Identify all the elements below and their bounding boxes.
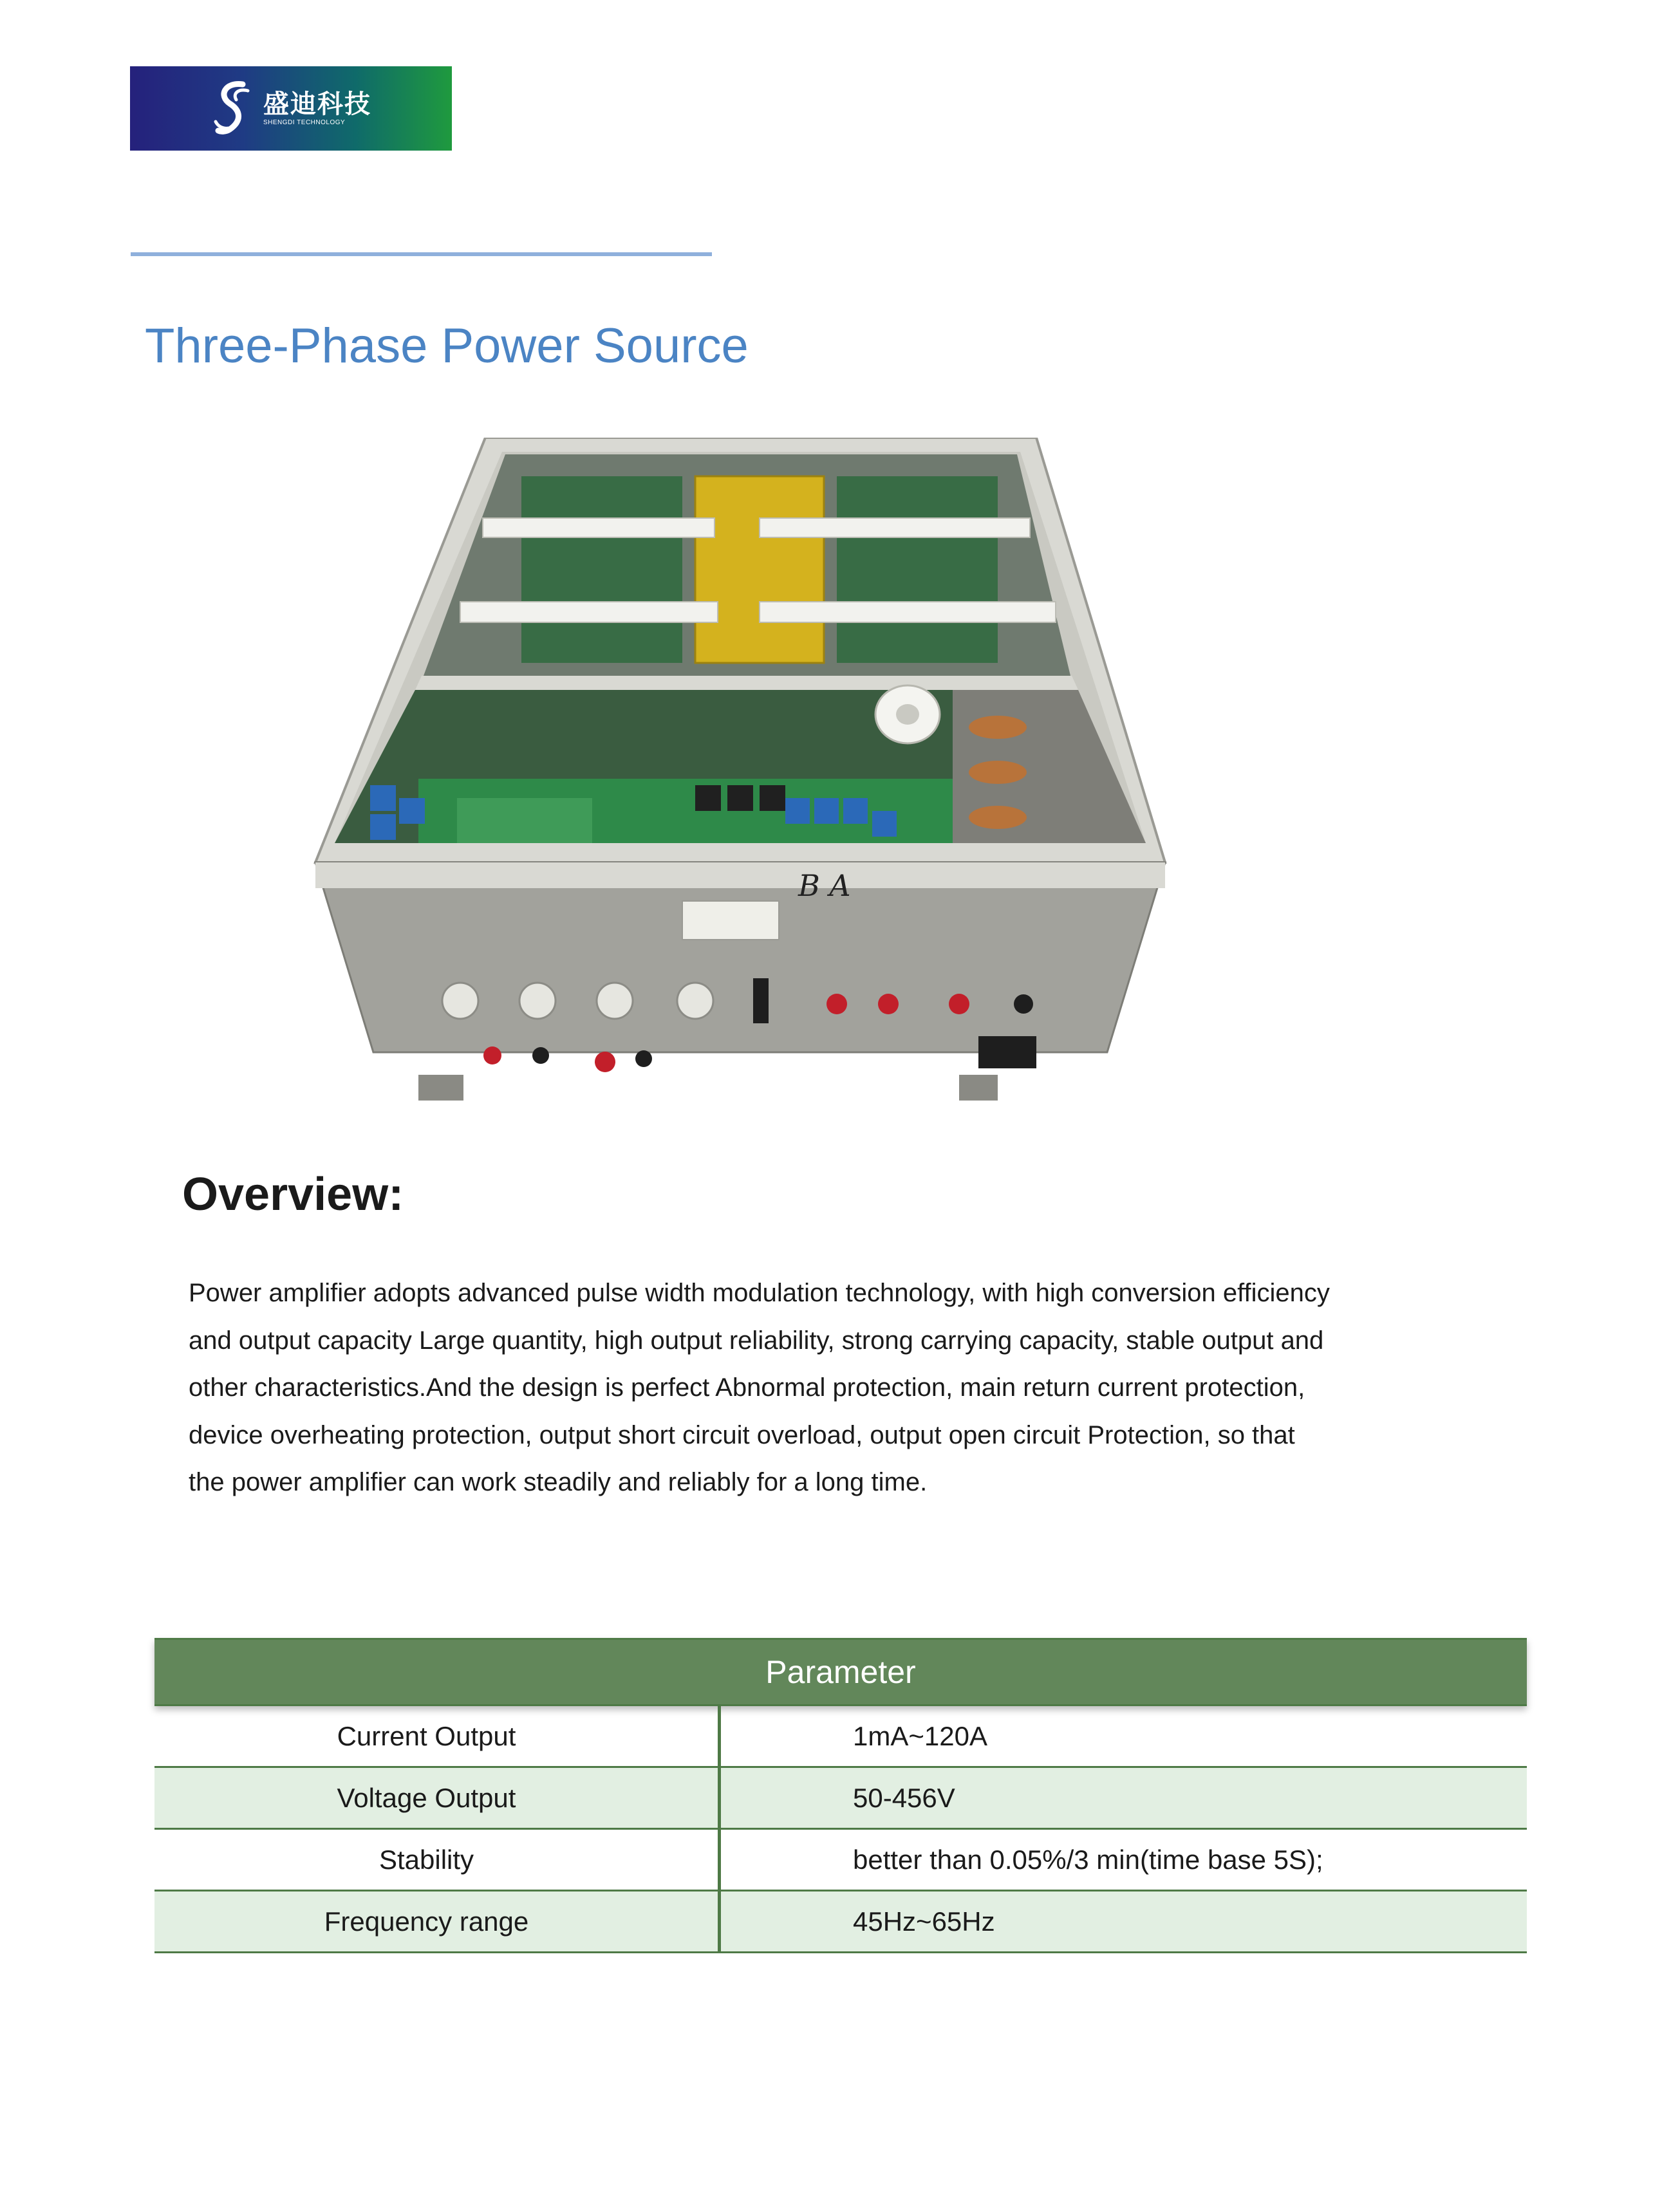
table-row bbox=[154, 1891, 1527, 1953]
parameter-value: 1mA~120A bbox=[853, 1720, 987, 1751]
parameter-value: 50-456V bbox=[853, 1782, 955, 1813]
parameter-label: Current Output bbox=[154, 1706, 721, 1766]
parameter-label: Frequency range bbox=[154, 1891, 721, 1951]
parameter-value: 45Hz~65Hz bbox=[853, 1906, 995, 1937]
product-photo bbox=[309, 438, 1184, 1120]
overview-line: device overheating protection, output short circuit overload, output open circuit Protection, so that bbox=[189, 1420, 1295, 1449]
logo-chinese-name: 盛迪科技 bbox=[263, 89, 371, 119]
overview-paragraph bbox=[189, 1270, 1489, 1507]
parameter-label: Voltage Output bbox=[154, 1768, 721, 1828]
page-title: Three-Phase Power Source bbox=[145, 319, 749, 373]
company-logo bbox=[130, 66, 452, 151]
parameter-label: Stability bbox=[154, 1830, 721, 1890]
parameter-value: better than 0.05%/3 min(time base 5S); bbox=[853, 1844, 1323, 1875]
overview-line: Power amplifier adopts advanced pulse width modulation technology, with high conversion efficiency bbox=[189, 1279, 1330, 1307]
overview-line: and output capacity Large quantity, high output reliability, strong carrying capacity, stable output and bbox=[189, 1326, 1324, 1355]
overview-line: other characteristics.And the design is perfect Abnormal protection, main return current protection, bbox=[189, 1373, 1305, 1402]
title-divider bbox=[131, 252, 712, 256]
table-row bbox=[154, 1768, 1527, 1830]
overview-heading: Overview: bbox=[182, 1169, 404, 1220]
photo-handwritten-marking: B A bbox=[798, 868, 851, 903]
parameter-table bbox=[154, 1638, 1527, 1953]
table-row bbox=[154, 1830, 1527, 1891]
overview-line: the power amplifier can work steadily and reliably for a long time. bbox=[189, 1468, 928, 1496]
logo-english-name: SHENGDI TECHNOLOGY bbox=[263, 118, 346, 126]
logo-s-mark-icon bbox=[210, 77, 254, 141]
parameter-table-header: Parameter bbox=[154, 1638, 1527, 1706]
table-row bbox=[154, 1706, 1527, 1768]
